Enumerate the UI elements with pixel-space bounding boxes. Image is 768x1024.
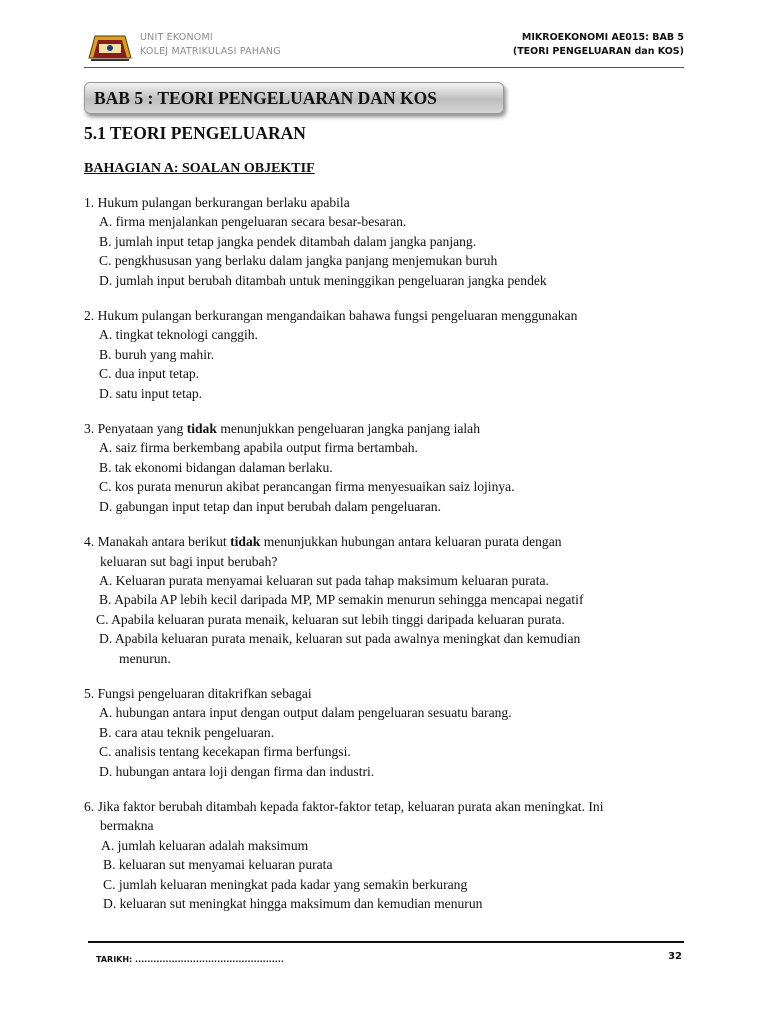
subsection-title: BAHAGIAN A: SOALAN OBJEKTIF (84, 161, 315, 176)
option-c: C. pengkhususan yang berlaku dalam jangka panjang menjemukan buruh (99, 253, 498, 269)
option-d: D. hubungan antara loji dengan firma dan industri. (99, 763, 375, 779)
option-b: B. tak ekonomi bidangan dalaman berlaku. (99, 459, 333, 475)
question-stem: 2. Hukum pulangan berkurangan mengandaikan bahawa fungsi pengeluaran menggunakan (84, 308, 578, 324)
header-course-info (513, 31, 684, 59)
header-topic: (TEORI PENGELUARAN dan KOS) (512, 46, 684, 57)
stem-continuation: keluaran sut bagi input berubah? (100, 553, 278, 569)
stem-emphasis: tidak (186, 421, 217, 437)
stem-part: 3. Penyataan yang (84, 421, 187, 437)
question-5 (84, 684, 684, 781)
option-c: C. analisis tentang kecekapan firma berfungsi. (99, 744, 351, 760)
college-logo-icon (87, 30, 133, 64)
option-d-continuation: menurun. (119, 650, 171, 666)
question-4 (84, 532, 684, 668)
option-a: A. firma menjalankan pengeluaran secara besar-besaran. (99, 214, 407, 230)
option-d: D. jumlah input berubah ditambah untuk meninggikan pengeluaran jangka pendek (99, 272, 547, 288)
option-d (84, 629, 684, 668)
stem-part: menunjukkan hubungan antara keluaran purata dengan (260, 534, 562, 550)
question-stem: 5. Fungsi pengeluaran ditakrifkan sebagai (84, 685, 312, 701)
question-stem: 1. Hukum pulangan berkurangan berlaku apabila (84, 195, 350, 210)
section-title: 5.1 TEORI PENGELUARAN (84, 123, 306, 143)
question-1 (84, 193, 684, 290)
option-a: A. Keluaran purata menyamai keluaran sut pada tahap maksimum keluaran purata. (99, 572, 549, 588)
footer-date-label: TARIKH: ................................................. (96, 955, 284, 964)
option-b: B. cara atau teknik pengeluaran. (99, 724, 275, 740)
footer-divider (88, 941, 684, 943)
option-a: A. hubungan antara input dengan output dalam pengeluaran sesuatu barang. (99, 705, 512, 721)
header-divider (84, 67, 684, 68)
header-unit: UNIT EKONOMI (140, 32, 213, 43)
header-course: MIKROEKONOMI AE015: BAB 5 (521, 32, 684, 43)
header-college: KOLEJ MATRIKULASI PAHANG (140, 46, 281, 57)
option-c: C. jumlah keluaran meningkat pada kadar yang semakin berkurang (103, 876, 468, 892)
option-c: C. Apabila keluaran purata menaik, keluaran sut lebih tinggi daripada keluaran purata. (96, 611, 565, 627)
header-institution (140, 31, 281, 59)
option-d: D. gabungan input tetap dan input berubah dalam pengeluaran. (99, 498, 442, 514)
option-d: D. satu input tetap. (99, 385, 203, 401)
stem-part: menunjukkan pengeluaran jangka panjang ialah (216, 421, 481, 437)
question-3 (84, 419, 684, 516)
option-b: B. buruh yang mahir. (99, 346, 215, 362)
stem-part: 4. Manakah antara berikut (84, 534, 231, 550)
option-d-text: D. Apabila keluaran purata menaik, keluaran sut pada awalnya meningkat dan kemudian (99, 631, 581, 647)
question-stem (84, 532, 684, 571)
stem-emphasis: tidak (230, 534, 261, 550)
option-b: B. keluaran sut menyamai keluaran purata (103, 857, 333, 873)
stem-continuation: bermakna (100, 818, 154, 834)
option-b: B. jumlah input tetap jangka pendek ditambah dalam jangka panjang. (99, 233, 477, 249)
option-a: A. jumlah keluaran adalah maksimum (101, 837, 309, 853)
option-c: C. kos purata menurun akibat perancangan firma menyesuaikan saiz lojinya. (99, 479, 515, 495)
page-number: 32 (668, 951, 682, 962)
option-b: B. Apabila AP lebih kecil daripada MP, MP semakin menurun sehingga mencapai negatif (99, 592, 584, 608)
chapter-title: BAB 5 : TEORI PENGELUARAN DAN KOS (94, 88, 437, 108)
option-a: A. saiz firma berkembang apabila output firma bertambah. (99, 440, 418, 456)
stem-part: 6. Jika faktor berubah ditambah kepada faktor-faktor tetap, keluaran purata akan meningkat. Ini (84, 798, 604, 814)
question-stem (84, 797, 684, 836)
question-2 (84, 306, 684, 403)
question-list (84, 193, 684, 929)
chapter-banner (84, 82, 504, 114)
question-6 (84, 797, 684, 913)
option-d: D. keluaran sut meningkat hingga maksimum dan kemudian menurun (103, 896, 483, 911)
question-stem (84, 419, 684, 438)
option-c: C. dua input tetap. (99, 366, 200, 382)
option-a: A. tingkat teknologi canggih. (99, 327, 258, 343)
